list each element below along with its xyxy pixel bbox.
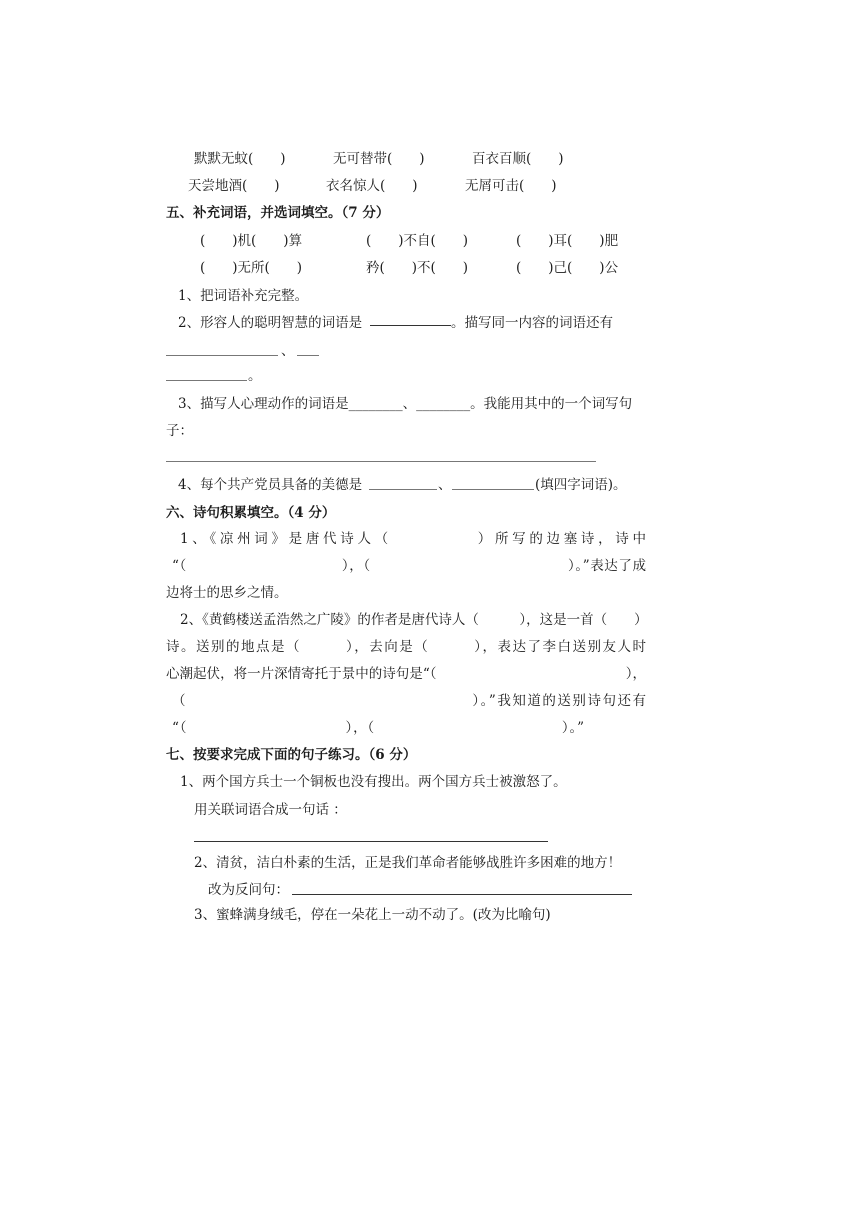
separator: 、	[281, 343, 295, 359]
question-5-4-end: (填四字词语)。	[535, 477, 627, 493]
question-7-2: 2、清贫，洁白朴素的生活，正是我们革命者能够战胜许多困难的地方！	[194, 855, 622, 871]
answer-line[interactable]	[194, 841, 548, 842]
idiom-item: 无可替带( )	[333, 151, 425, 167]
question-5-2: 2、形容人的聪明智慧的词语是	[178, 315, 363, 331]
poem-line: 1、《凉州词》是唐代诗人（ ）所写的边塞诗，诗中	[180, 531, 646, 547]
question-5-3-cont: 子：	[166, 423, 193, 439]
poem-line: 2、《黄鹤楼送孟浩然之广陵》的作者是唐代诗人（ ），这是一首（ ）	[180, 612, 648, 628]
answer-line[interactable]	[166, 461, 596, 462]
answer-line[interactable]	[292, 894, 632, 895]
word-blank: ( )机( )算	[200, 233, 303, 249]
word-blank: ( )无所( )	[200, 260, 303, 276]
answer-line[interactable]	[452, 489, 534, 490]
section-5-title: 五、补充词语，并选词填空。（7 分）	[166, 205, 390, 221]
answer-line[interactable]	[369, 489, 437, 490]
word-blank: ( )耳( )肥	[516, 233, 619, 249]
poem-line: “（ ），（ ）。”表达了成	[172, 558, 646, 574]
answer-line[interactable]	[166, 380, 247, 381]
question-7-1-task: 用关联词语合成一句话 ：	[194, 802, 347, 818]
poem-line: 心潮起伏，将一片深情寄托于景中的诗句是“（ ），	[166, 666, 646, 682]
idiom-item: 默默无蚊( )	[194, 151, 286, 167]
answer-line[interactable]	[297, 355, 319, 356]
question-5-4: 4、每个共产党员具备的美德是	[178, 477, 363, 493]
question-7-3: 3、蜜蜂满身绒毛，停在一朵花上一动不动了。(改为比喻句)	[194, 907, 551, 923]
word-blank: 矜( )不( )	[366, 260, 469, 276]
word-blank: ( )不自( )	[366, 233, 469, 249]
period: 。	[248, 368, 262, 384]
section-6-title: 六、诗句积累填空。（4 分）	[166, 505, 336, 521]
question-7-1: 1、两个国方兵士一个铜板也没有搜出。两个国方兵士被激怒了。	[180, 774, 567, 790]
question-5-3: 3、描写人心理动作的词语是________、________。我能用其中的一个词写句	[178, 396, 633, 412]
idiom-item: 百衣百顺( )	[472, 151, 564, 167]
word-blank: ( )己( )公	[516, 260, 619, 276]
idiom-item: 无屑可击( )	[465, 178, 557, 194]
separator: 、	[438, 477, 452, 493]
section-7-title: 七、按要求完成下面的句子练习。（6 分）	[166, 747, 417, 763]
poem-line: “（ ），（ ）。”	[172, 720, 584, 736]
poem-line: 诗。送别的地点是（ ），去向是（ ），表达了李白送别友人时	[166, 639, 646, 655]
answer-line[interactable]	[370, 325, 451, 326]
poem-line: （ ）。”我知道的送别诗句还有	[172, 693, 646, 709]
question-5-1: 1、把词语补充完整。	[178, 288, 309, 304]
idiom-item: 天尝地酒( )	[188, 178, 280, 194]
question-5-2-cont: 。描写同一内容的词语还有	[451, 315, 613, 331]
poem-line: 边将士的思乡之情。	[166, 585, 288, 601]
idiom-item: 衣名惊人( )	[326, 178, 418, 194]
answer-line[interactable]	[166, 355, 278, 356]
question-7-2-task: 改为反问句：	[208, 882, 289, 898]
